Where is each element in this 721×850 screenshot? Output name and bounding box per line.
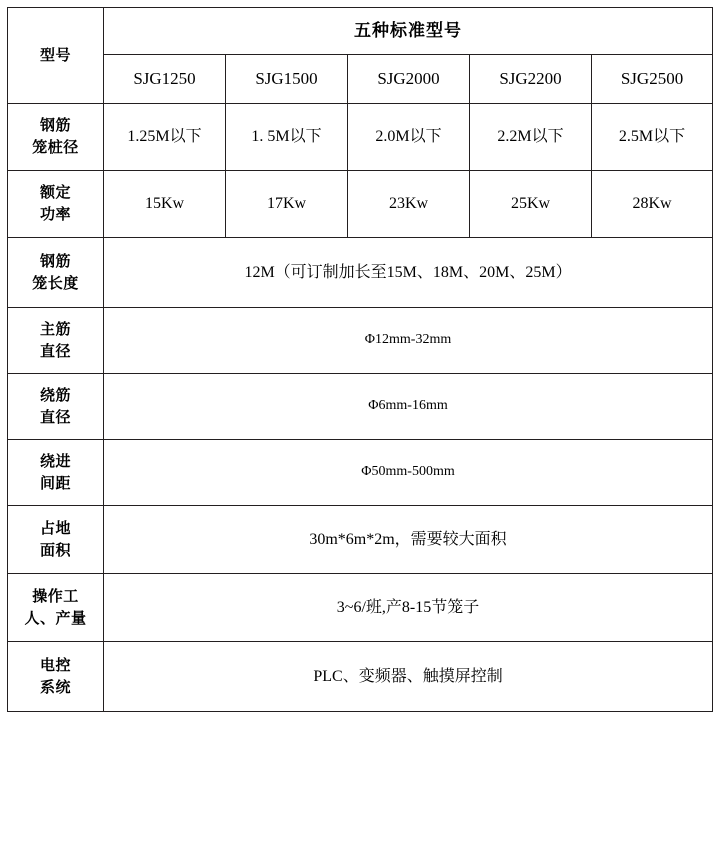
row-label-line: 绕进 xyxy=(39,452,71,470)
row-label-line: 占地 xyxy=(39,519,71,537)
rated-power-value-4: 25Kw xyxy=(470,171,592,238)
row-label-cage-length xyxy=(8,238,104,308)
row-label-line: 钢筋 xyxy=(39,252,71,270)
cage-diameter-value-3: 2.0M以下 xyxy=(348,104,470,171)
table-row-model-names xyxy=(8,55,713,104)
row-label-line: 主筋 xyxy=(39,320,71,338)
operators-output-value: 3~6/班,产8-15节笼子 xyxy=(104,574,713,642)
model-name-5: SJG2500 xyxy=(592,55,713,104)
model-name-2: SJG1500 xyxy=(226,55,348,104)
table-row xyxy=(8,238,713,308)
row-label-main-bar-diameter xyxy=(8,308,104,374)
row-label-line: 钢筋 xyxy=(39,117,71,135)
row-label-winding-pitch xyxy=(8,440,104,506)
row-label-line: 电控 xyxy=(39,656,71,674)
control-system-value: PLC、变频器、触摸屏控制 xyxy=(104,642,713,712)
row-label-line: 人、产量 xyxy=(24,609,87,627)
row-label-line: 操作工 xyxy=(32,587,79,605)
rated-power-value-2: 17Kw xyxy=(226,171,348,238)
cage-length-value: 12M（可订制加长至15M、18M、20M、25M） xyxy=(104,238,713,308)
rated-power-value-3: 23Kw xyxy=(348,171,470,238)
row-label-line: 系统 xyxy=(39,678,71,696)
row-label-line: 功率 xyxy=(39,206,71,223)
row-label-line: 绕筋 xyxy=(39,386,71,404)
table-row xyxy=(8,440,713,506)
winding-pitch-value: Φ50mm-500mm xyxy=(104,440,713,506)
row-label-line: 笼长度 xyxy=(32,274,79,292)
cage-diameter-value-2: 1. 5M以下 xyxy=(226,104,348,171)
table-row xyxy=(8,308,713,374)
rated-power-value-5: 28Kw xyxy=(592,171,713,238)
table-row xyxy=(8,574,713,642)
model-name-4: SJG2200 xyxy=(470,55,592,104)
row-label-control-system xyxy=(8,642,104,712)
cage-diameter-value-5: 2.5M以下 xyxy=(592,104,713,171)
model-name-3: SJG2000 xyxy=(348,55,470,104)
table-row xyxy=(8,104,713,171)
row-label-line: 面积 xyxy=(39,541,71,559)
specification-table xyxy=(7,7,713,712)
table-row xyxy=(8,171,713,238)
row-label-line: 直径 xyxy=(39,408,71,426)
header-group-title: 五种标准型号 xyxy=(104,8,713,55)
rated-power-value-1: 15Kw xyxy=(104,171,226,238)
row-label-line: 笼桩径 xyxy=(32,139,79,156)
table-row xyxy=(8,642,713,712)
floor-area-value: 30m*6m*2m，需要较大面积 xyxy=(104,506,713,574)
header-model-label: 型号 xyxy=(8,8,104,104)
table-row xyxy=(8,374,713,440)
main-bar-diameter-value: Φ12mm-32mm xyxy=(104,308,713,374)
row-label-spiral-bar-diameter xyxy=(8,374,104,440)
cage-diameter-value-4: 2.2M以下 xyxy=(470,104,592,171)
row-label-operators-output xyxy=(8,574,104,642)
spiral-bar-diameter-value: Φ6mm-16mm xyxy=(104,374,713,440)
row-label-line: 间距 xyxy=(39,474,71,492)
model-name-1: SJG1250 xyxy=(104,55,226,104)
table-row xyxy=(8,506,713,574)
row-label-floor-area xyxy=(8,506,104,574)
table-row-header-title xyxy=(8,8,713,55)
row-label-cage-diameter xyxy=(8,104,104,171)
row-label-line: 直径 xyxy=(39,342,71,360)
row-label-line: 额定 xyxy=(39,184,71,202)
row-label-rated-power xyxy=(8,171,104,238)
cage-diameter-value-1: 1.25M以下 xyxy=(104,104,226,171)
